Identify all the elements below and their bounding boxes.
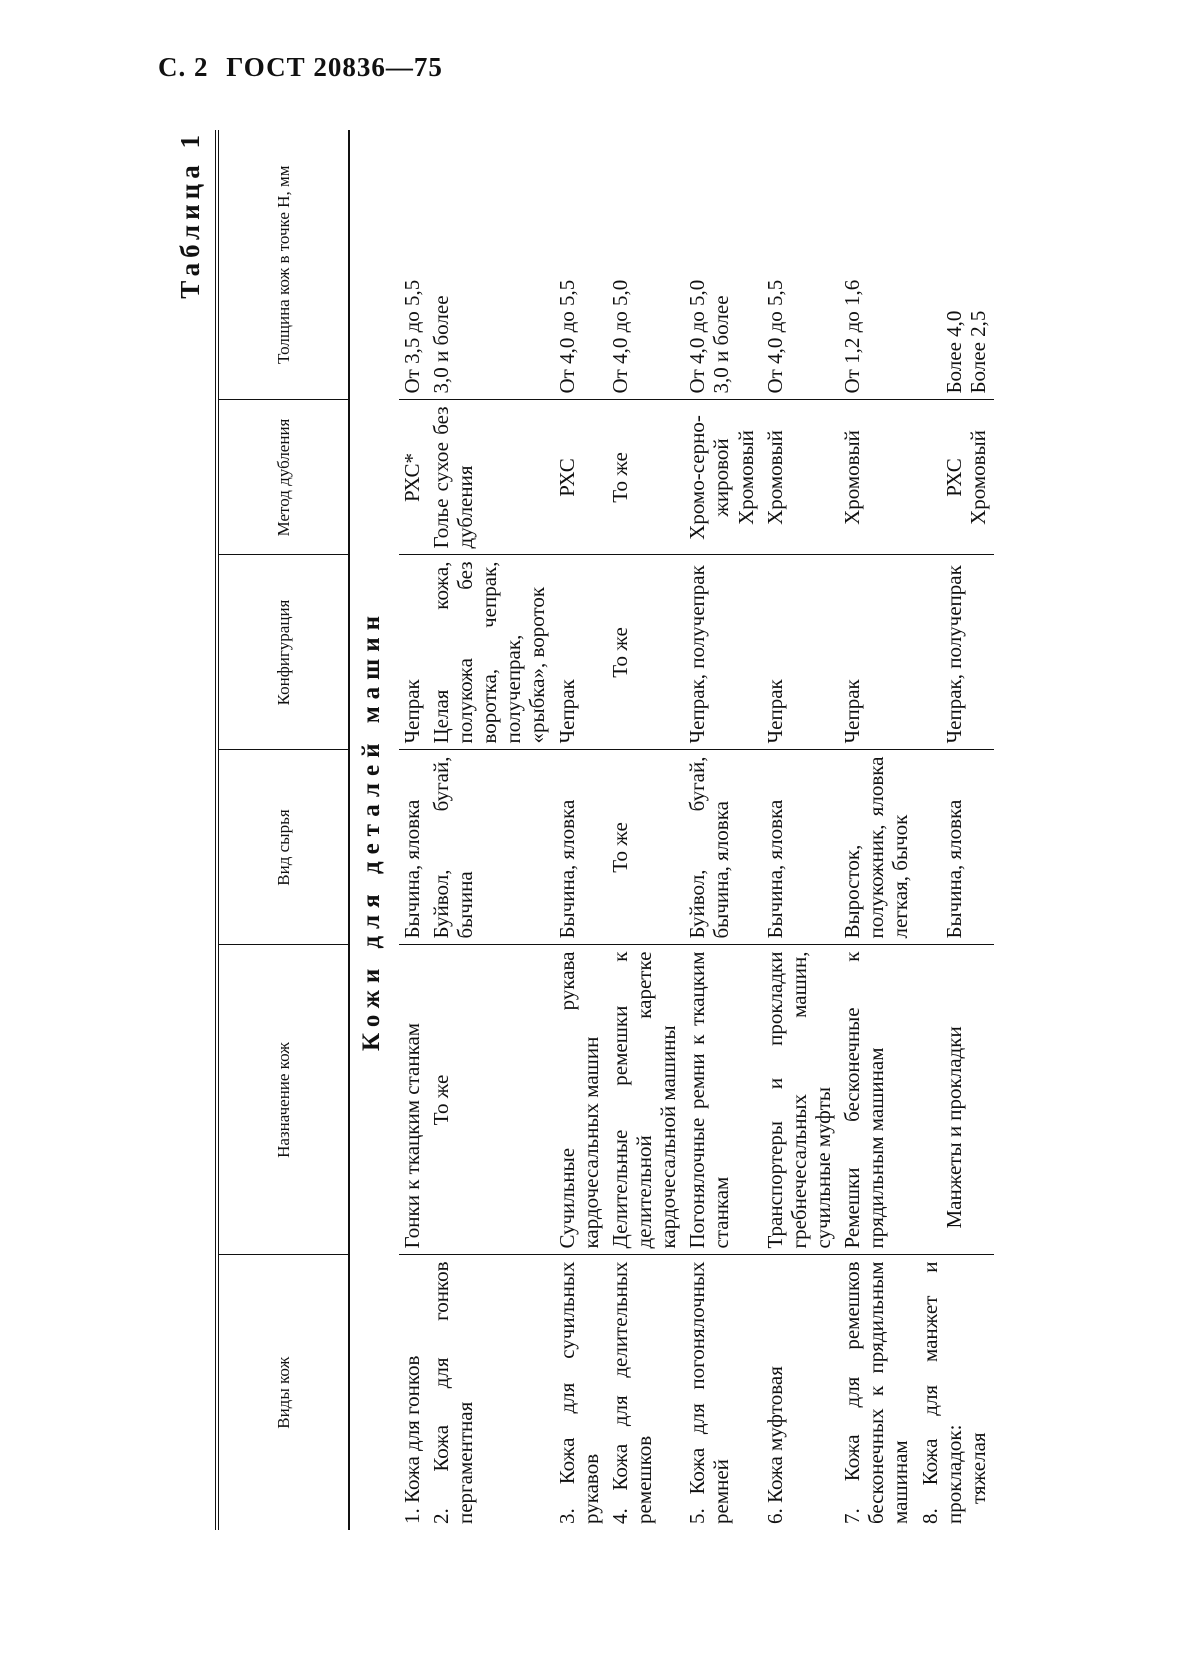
column-header: Вид сырья: [217, 750, 349, 945]
cell-config: Целая кожа, полукожа без воротка, чепрак, получепрак, «рыбка», вороток: [428, 555, 554, 750]
raw-line: Бычина, яловка: [941, 799, 966, 939]
column-header: Виды кож: [217, 1255, 349, 1530]
cell-type: 5. Кожа для погонялочных ремней: [685, 1261, 734, 1524]
table-row: [684, 130, 761, 1530]
thickness-line: 3,0 и более: [709, 295, 734, 394]
cell-purpose: Транспортеры и прокладки гребнечесальных машин, сучильные муфты: [762, 945, 839, 1255]
thickness-line: От 4,0 до 5,0: [685, 279, 710, 394]
column-header: Назначение кож: [217, 945, 349, 1255]
column-header: Метод дубления: [217, 400, 349, 555]
table-row: [762, 130, 839, 1530]
cell-thickness: 3,0 и более: [428, 130, 554, 400]
cell-raw: Выросток, полукожник, яловка легкая, бычок: [839, 750, 916, 945]
table-header-row: [217, 130, 349, 1530]
cell-config: Чепрак: [762, 555, 839, 750]
cell-type: 3. Кожа для сучильных рукавов: [554, 1261, 603, 1524]
tanning-line: РХС: [941, 458, 966, 497]
cell-type: [917, 1255, 994, 1530]
cell-purpose: [917, 945, 994, 1255]
thickness-line: Более 2,5: [965, 310, 990, 394]
cell-config: [917, 555, 994, 750]
cell-tanning: РХС*: [399, 400, 428, 555]
table-row: [428, 130, 554, 1530]
standard-number: ГОСТ 20836—75: [226, 52, 443, 82]
cell-type: 6. Кожа муфтовая: [762, 1366, 787, 1524]
cell-purpose: Сучильные рукава кардочесальных машин: [554, 945, 607, 1255]
table-row: [399, 130, 428, 1530]
cell-purpose: Ремешки бесконечные к прядильным машинам: [839, 945, 916, 1255]
table-row: [917, 130, 994, 1530]
cell-raw: Бычина, яловка: [762, 750, 839, 945]
cell-tanning: РХС: [554, 400, 607, 555]
cell-thickness: От 1,2 до 1,6: [839, 130, 916, 400]
cell-config: Чепрак, получепрак: [684, 555, 761, 750]
cell-config: То же: [607, 555, 684, 750]
cell-thickness: [684, 130, 761, 400]
cell-type: 4. Кожа для делительных ремешков: [607, 1261, 657, 1524]
cell-type: 7. Кожа для ремешков бесконечных к прядильным машинам: [840, 1261, 913, 1524]
section-row: [349, 130, 399, 1530]
page-number: С. 2: [158, 52, 209, 82]
cell-purpose: Гонки к ткацким станкам: [399, 945, 428, 1255]
page-header: [158, 52, 453, 83]
cell-thickness: От 3,5 до 5,5: [399, 130, 428, 400]
config-line: Чепрак, получепрак: [941, 565, 966, 744]
type-line: 8. Кожа для манжет и прокладок:: [917, 1261, 966, 1524]
cell-tanning: [684, 400, 761, 555]
cell-raw: Буйвол, бугай, бычина, яловка: [684, 750, 761, 945]
section-title: Кожи для деталей машин: [358, 608, 385, 1052]
leather-table: [215, 130, 994, 1530]
rotated-table-region: [175, 130, 1055, 1530]
cell-tanning: Голье сухое без дубления: [428, 400, 554, 555]
table-row: [554, 130, 607, 1530]
cell-tanning: [917, 400, 994, 555]
table-caption: Таблица 1: [175, 130, 205, 299]
cell-thickness: От 4,0 до 5,5: [762, 130, 839, 400]
cell-thickness: [917, 130, 994, 400]
cell-purpose: То же: [428, 945, 554, 1255]
table-row: [839, 130, 916, 1530]
cell-raw: [917, 750, 994, 945]
purpose-line: Манжеты и прокладки: [941, 1026, 966, 1229]
cell-purpose: Делительные ремешки к делительной каретке кардочесальной машины: [607, 945, 684, 1255]
cell-tanning: Хромовый: [839, 400, 916, 555]
cell-tanning: Хромовый: [762, 400, 839, 555]
cell-thickness: От 4,0 до 5,5: [554, 130, 607, 400]
tanning-line: Хромовый: [733, 430, 758, 525]
cell-type: 1. Кожа для гонков: [399, 1355, 424, 1524]
type-subline: тяжелая: [965, 1432, 990, 1504]
cell-tanning: То же: [607, 400, 684, 555]
cell-raw: Бычина, яловка: [554, 750, 607, 945]
cell-type: 2. Кожа для гонков пергаментная: [428, 1261, 478, 1524]
cell-config: Чепрак: [554, 555, 607, 750]
tanning-line: Хромо-серно-жировой: [685, 415, 734, 540]
cell-purpose: Погонялочные ремни к ткацким станкам: [684, 945, 761, 1255]
cell-config: Чепрак: [839, 555, 916, 750]
thickness-line: Более 4,0: [941, 310, 966, 394]
cell-thickness: От 4,0 до 5,0: [607, 130, 684, 400]
cell-raw: Буйвол, бугай, бычина: [428, 750, 554, 945]
cell-raw: Бычина, яловка: [399, 750, 428, 945]
cell-config: Чепрак: [399, 555, 428, 750]
column-header: Толщина кож в точке H, мм: [217, 130, 349, 400]
tanning-line: Хромовый: [965, 430, 990, 525]
table-row: [607, 130, 684, 1530]
column-header: Конфигурация: [217, 555, 349, 750]
cell-raw: То же: [607, 750, 684, 945]
